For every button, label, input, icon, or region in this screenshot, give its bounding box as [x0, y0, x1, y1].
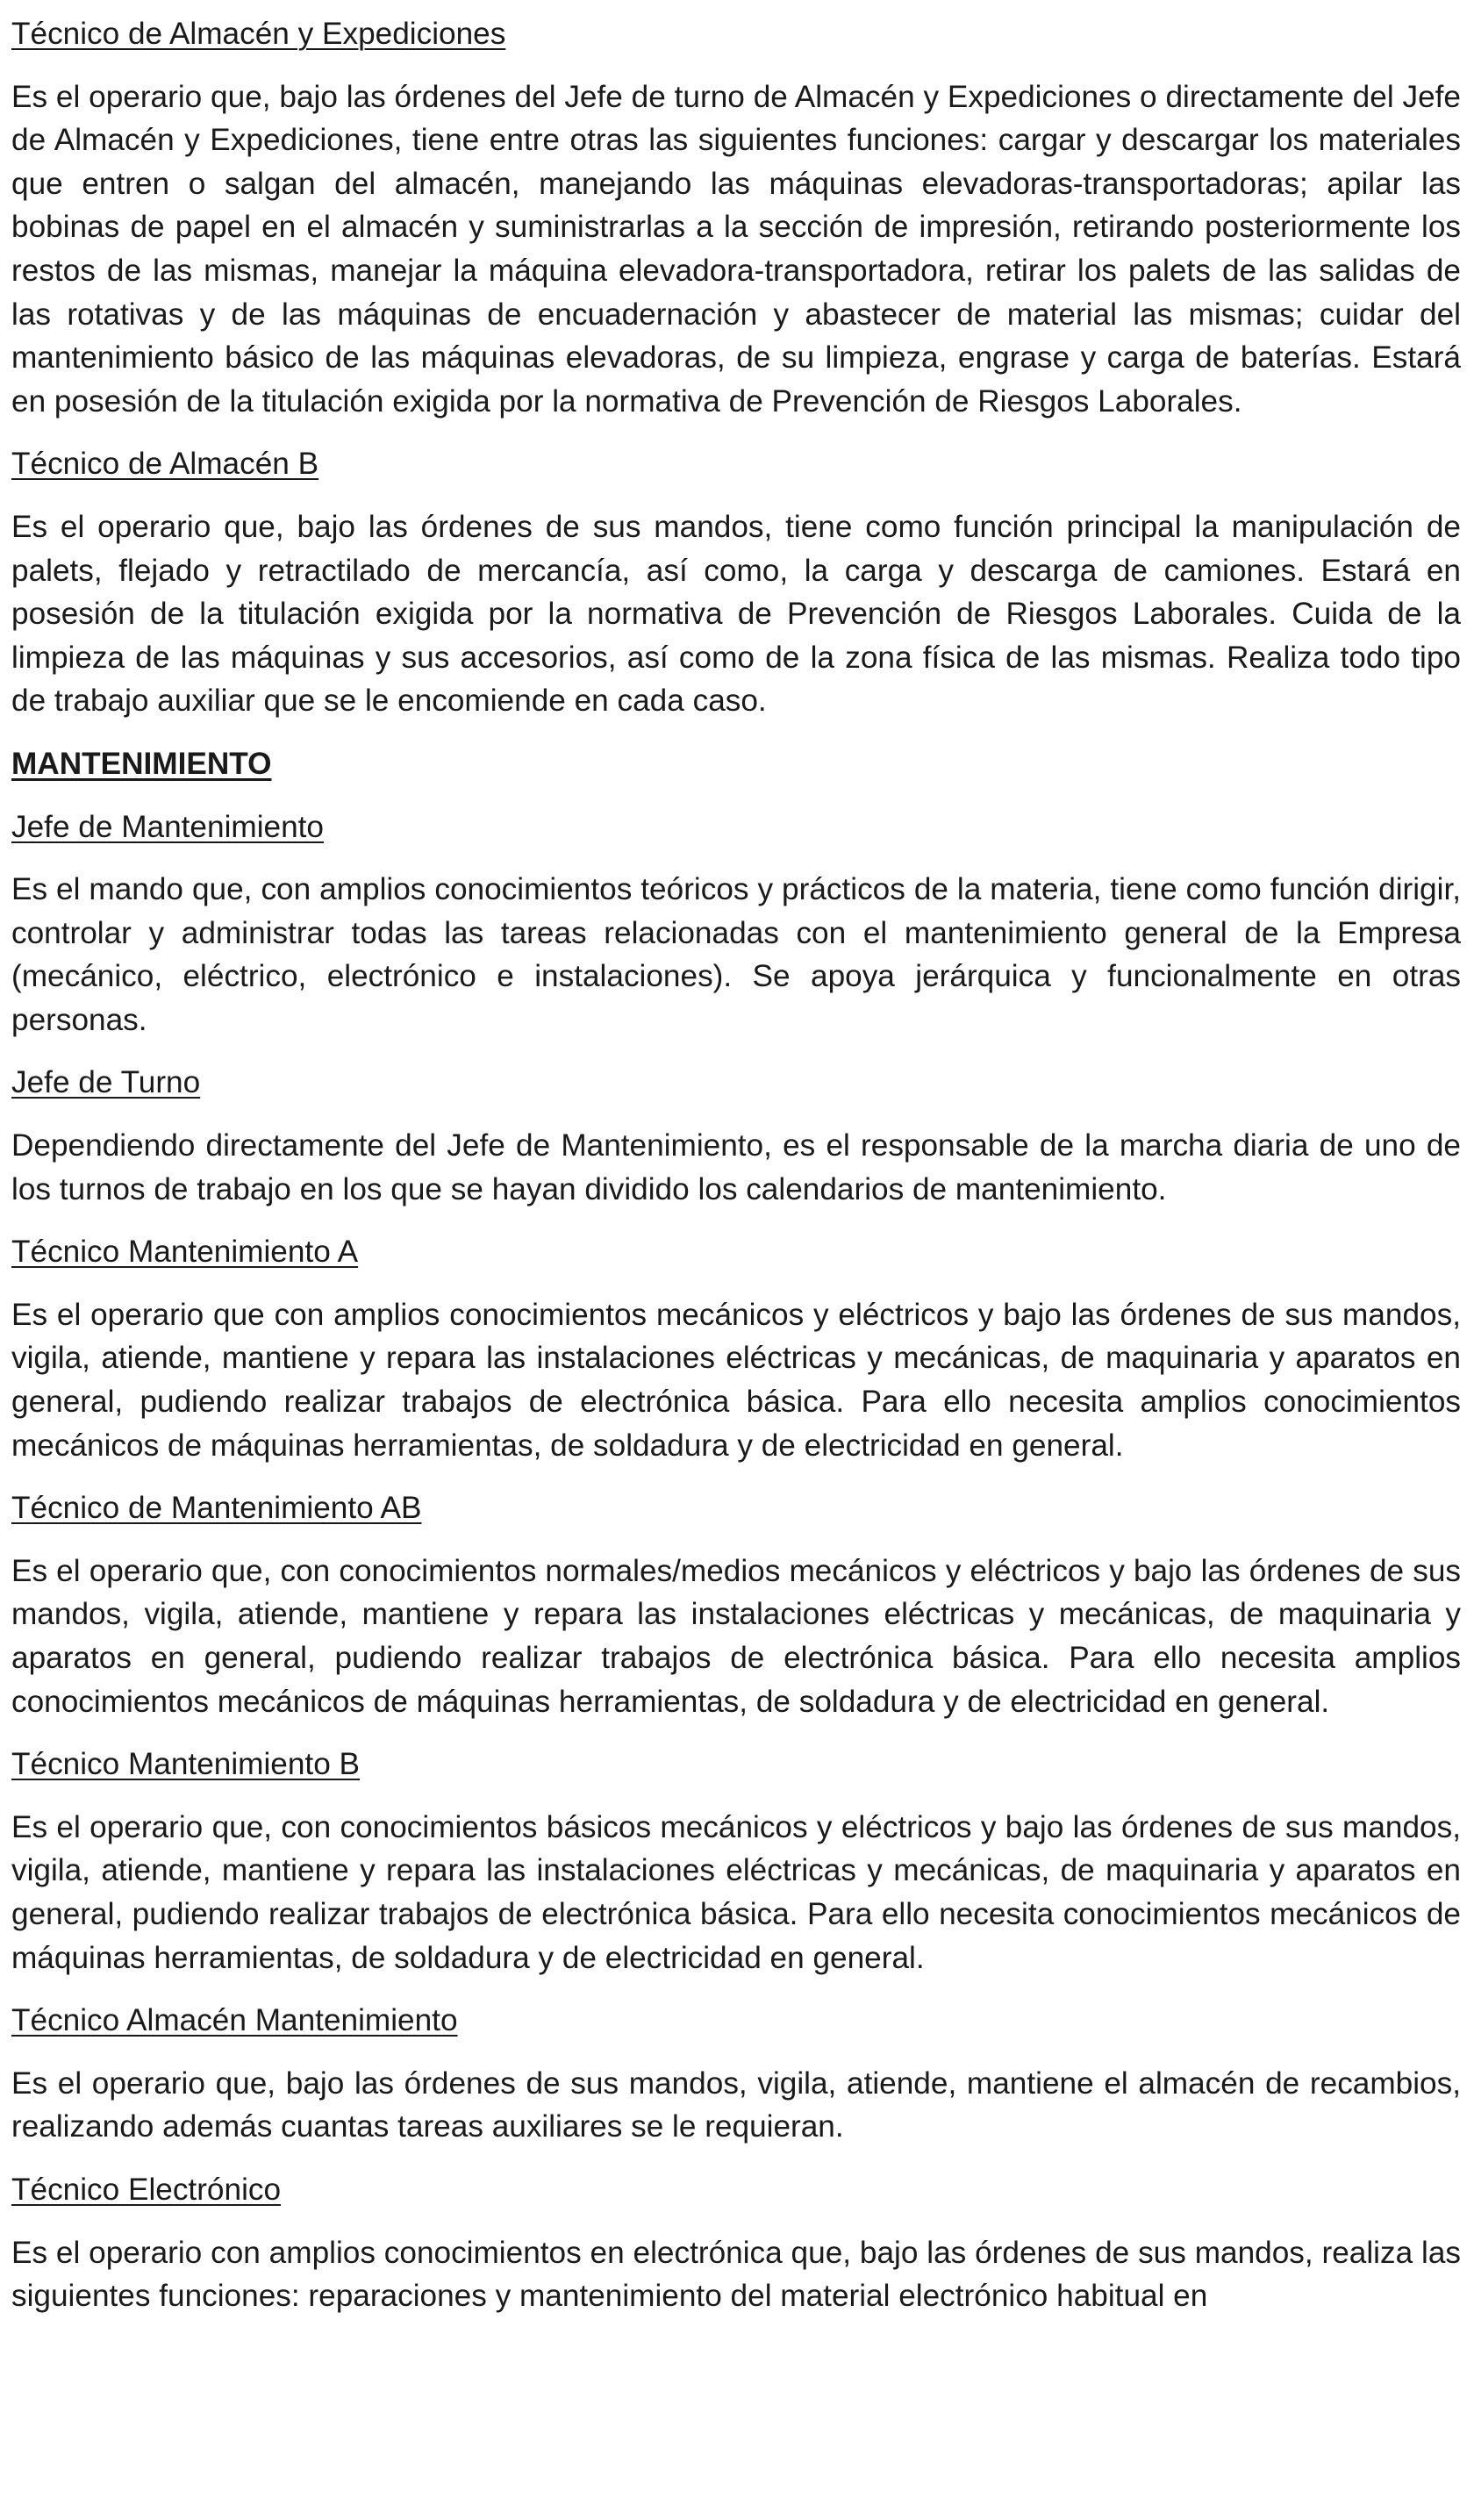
- paragraph-tecnico-mantenimiento-ab: Es el operario que, con conocimientos normales/medios mecánicos y eléctricos y bajo las órdenes de sus mandos, vigila, atiende, mantiene y repara las instalaciones eléctricas y mecánicas, de maquinaria y aparatos en general, pudiendo realizar trabajos de electrónica básica. Para ello necesita amplios conocimientos mecánicos de máquinas herramientas, de soldadura y de electricidad en general.: [11, 1553, 1461, 1719]
- heading-tecnico-mantenimiento-ab: Técnico de Mantenimiento AB: [11, 1491, 422, 1526]
- paragraph-tecnico-almacen-b: Es el operario que, bajo las órdenes de sus mandos, tiene como función principal la manipulación de palets, flejado y retractilado de mercancía, así como, la carga y descarga de camiones. Estará en posesión de la titulación exigida por la normativa de Prevención de Riesgos Laborales. Cuida de la limpieza de las máquinas y sus accesorios, así como de la zona física de las mismas. Realiza todo tipo de trabajo auxiliar que se le encomiende en cada caso.: [11, 509, 1461, 719]
- heading-tecnico-almacen-mantenimiento: Técnico Almacén Mantenimiento: [11, 2003, 458, 2038]
- paragraph-tecnico-mantenimiento-b: Es el operario que, con conocimientos básicos mecánicos y eléctricos y bajo las órdenes de sus mandos, vigila, atiende, mantiene y repara las instalaciones eléctricas y mecánicas, de maquinaria y aparatos en general, pudiendo realizar trabajos de electrónica básica. Para ello necesita conocimientos mecánicos de máquinas herramientas, de soldadura y de electricidad en general.: [11, 1809, 1461, 1975]
- heading-tecnico-almacen-expediciones: Técnico de Almacén y Expediciones: [11, 17, 506, 51]
- document-page: [11, 12, 1461, 2318]
- heading-tecnico-mantenimiento-a: Técnico Mantenimiento A: [11, 1235, 359, 1270]
- heading-tecnico-almacen-b: Técnico de Almacén B: [11, 447, 319, 482]
- heading-jefe-turno: Jefe de Turno: [11, 1065, 201, 1100]
- paragraph-tecnico-mantenimiento-a: Es el operario que con amplios conocimientos mecánicos y eléctricos y bajo las órdenes de sus mandos, vigila, atiende, mantiene y repara las instalaciones eléctricas y mecánicas, de maquinaria y aparatos en general, pudiendo realizar trabajos de electrónica básica. Para ello necesita amplios conocimientos mecánicos de máquinas herramientas, de soldadura y de electricidad en general.: [11, 1297, 1461, 1463]
- heading-tecnico-mantenimiento-b: Técnico Mantenimiento B: [11, 1747, 361, 1782]
- paragraph-tecnico-almacen-expediciones: Es el operario que, bajo las órdenes del Jefe de turno de Almacén y Expediciones o directamente del Jefe de Almacén y Expediciones, tiene entre otras las siguientes funciones: cargar y descargar los materiales que entren o salgan del almacén, manejando las máquinas elevadoras-transportadoras; apilar las bobinas de papel en el almacén y suministrarlas a la sección de impresión, retirando posteriormente los restos de las mismas, manejar la máquina elevadora-transportadora, retirar los palets de las salidas de las rotativas y de las máquinas de encuadernación y abastecer de material las mismas; cuidar del mantenimiento básico de las máquinas elevadoras, de su limpieza, engrase y carga de baterías. Estará en posesión de la titulación exigida por la normativa de Prevención de Riesgos Laborales.: [11, 79, 1461, 419]
- paragraph-jefe-mantenimiento: Es el mando que, con amplios conocimientos teóricos y prácticos de la materia, tiene como función dirigir, controlar y administrar todas las tareas relacionadas con el mantenimiento general de la Empresa (mecánico, eléctrico, electrónico e instalaciones). Se apoya jerárquica y funcionalmente en otras personas.: [11, 872, 1461, 1037]
- paragraph-tecnico-electronico: Es el operario con amplios conocimientos en electrónica que, bajo las órdenes de sus mandos, realiza las siguientes funciones: reparaciones y mantenimiento del material electrónico habitual en: [11, 2235, 1461, 2314]
- heading-jefe-mantenimiento: Jefe de Mantenimiento: [11, 809, 324, 844]
- paragraph-tecnico-almacen-mantenimiento: Es el operario que, bajo las órdenes de sus mandos, vigila, atiende, mantiene el almacén de recambios, realizando además cuantas tareas auxiliares se le requieran.: [11, 2065, 1461, 2144]
- paragraph-jefe-turno: Dependiendo directamente del Jefe de Mantenimiento, es el responsable de la marcha diaria de uno de los turnos de trabajo en los que se hayan dividido los calendarios de mantenimiento.: [11, 1128, 1461, 1206]
- section-title-mantenimiento: MANTENIMIENTO: [11, 746, 272, 781]
- heading-tecnico-electronico: Técnico Electrónico: [11, 2172, 282, 2207]
